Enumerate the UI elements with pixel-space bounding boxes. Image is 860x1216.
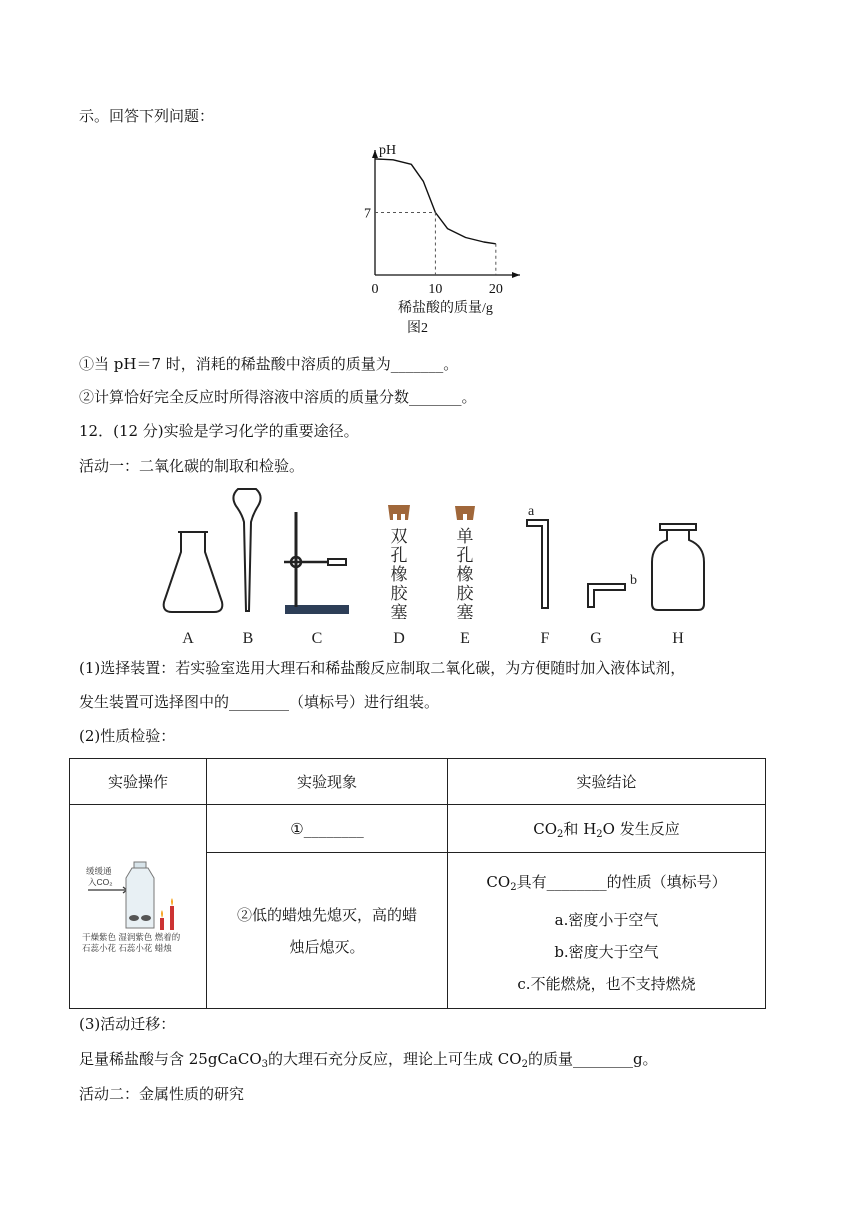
figure-caption: 图2 <box>407 321 428 336</box>
question-ph7: ①当 pH＝7 时，消耗的稀盐酸中溶质的质量为_______。 <box>79 355 459 373</box>
question-mass-fraction: ②计算恰好完全反应时所得溶液中溶质的质量分数_______。 <box>79 388 477 406</box>
inlet-label-1: 缓缓通 <box>86 865 112 876</box>
stopper-d-label-char: 塞 <box>390 603 408 622</box>
stopper-e-label-char: 孔 <box>456 546 474 565</box>
operation-image-cell <box>70 805 207 1009</box>
phenomenon-2: ②低的蜡烛先熄灭，高的蜡 烛后熄灭。 <box>207 853 448 1009</box>
flower-label-2: 石蕊小花 石蕊小花 蜡烛 <box>82 942 172 953</box>
x-tick-20: 20 <box>488 282 503 297</box>
conclusion-1: $CO_2$和 $H_2O$ 发生反应 <box>448 805 766 853</box>
apparatus-letter-B: B <box>242 630 254 647</box>
long-neck-funnel-icon <box>233 489 260 611</box>
stopper-e-label-char: 胶 <box>456 584 474 603</box>
section-1-line-1: (1)选择装置：若实验室选用大理石和稀盐酸反应制取二氧化碳，为方便随时加入液体试剂， <box>79 659 686 677</box>
tube-end-a-label: a <box>528 504 535 519</box>
y-axis-label: pH <box>379 143 397 158</box>
section-3-title: (3)活动迁移： <box>79 1015 176 1033</box>
stopper-e-label-char: 塞 <box>456 603 474 622</box>
stopper-d-label-char: 孔 <box>390 546 408 565</box>
co2-experiment-image <box>74 850 202 960</box>
x-axis-arrow <box>512 272 520 278</box>
header-operation: 实验操作 <box>70 759 207 805</box>
tube-end-b-label: b <box>630 573 637 588</box>
apparatus-letter-F: F <box>540 630 550 647</box>
phenomenon-1: ①________ <box>207 805 448 853</box>
x-axis-label: 稀盐酸的质量/g <box>398 301 493 316</box>
stopper-e-label-char: 单 <box>456 527 474 546</box>
apparatus-letter-A: A <box>182 630 194 647</box>
apparatus-letter-D: D <box>393 630 405 647</box>
experiment-table <box>69 758 766 1009</box>
apparatus-figure <box>150 484 710 649</box>
ph-chart <box>355 140 535 340</box>
apparatus-letter-E: E <box>460 630 470 647</box>
y-axis-arrow <box>372 150 378 158</box>
option-b: b.密度大于空气 <box>554 942 659 961</box>
section-3-question: 足量稀盐酸与含 25gCaCO$_3$的大理石充分反应，理论上可生成 $CO_2$的质量________g。 <box>79 1050 658 1070</box>
flower-label-1: 干燥紫色 湿润紫色 燃着的 <box>82 931 181 942</box>
section-1-line-2: 发生装置可选择图中的________（填标号）进行组装。 <box>79 693 440 711</box>
activity-1-title: 活动一：二氧化碳的制取和检验。 <box>79 457 305 475</box>
apparatus-letter-H: H <box>672 630 684 647</box>
question-12-title: 12．(12 分)实验是学习化学的重要途径。 <box>79 422 359 440</box>
stopper-d-label-char: 胶 <box>390 584 408 603</box>
conical-flask-icon <box>164 532 223 612</box>
double-hole-stopper-icon <box>388 505 410 520</box>
stopper-e-label-char: 橡 <box>456 565 474 584</box>
stopper-d-label-char: 双 <box>390 527 408 546</box>
glass-tube-f-icon <box>527 520 548 608</box>
x-tick-10: 10 <box>428 282 443 297</box>
x-tick-0: 0 <box>371 282 379 297</box>
intro-line: 示。回答下列问题： <box>79 107 215 125</box>
header-phenomenon: 实验现象 <box>207 759 448 805</box>
option-c: c.不能燃烧，也不支持燃烧 <box>517 974 696 993</box>
apparatus-letter-G: G <box>590 630 602 647</box>
gas-bottle-icon <box>652 524 704 610</box>
inlet-label-2: 入CO₂ <box>88 876 113 887</box>
option-a: a.密度小于空气 <box>554 910 659 929</box>
conclusion-2: $CO_2$具有________的性质（填标号） a.密度小于空气 b.密度大于空气 c.不能燃烧，也不支持燃烧 <box>448 853 766 1009</box>
section-2-title: (2)性质检验： <box>79 727 176 745</box>
single-hole-stopper-icon <box>455 506 475 520</box>
stopper-d-label-char: 橡 <box>390 565 408 584</box>
y-tick-7: 7 <box>364 206 371 222</box>
activity-2-title: 活动二：金属性质的研究 <box>79 1085 245 1103</box>
iron-stand-icon <box>284 512 348 613</box>
header-conclusion: 实验结论 <box>448 759 766 805</box>
glass-tube-g-icon <box>588 584 625 607</box>
apparatus-letter-C: C <box>311 630 323 647</box>
